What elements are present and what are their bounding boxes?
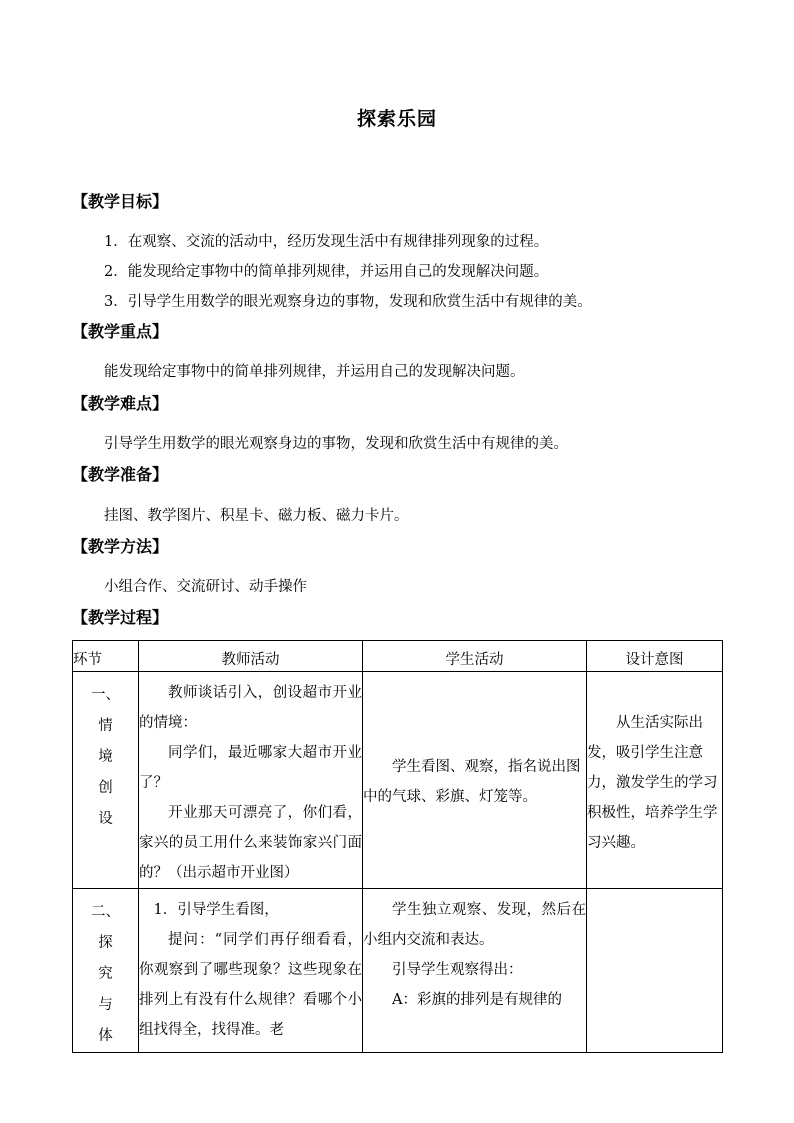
- preparation-text: 挂图、教学图片、积星卡、磁力板、磁力卡片。: [104, 508, 409, 524]
- student-line: 引导学生观察得出：: [392, 962, 523, 978]
- goals-heading: 【教学目标】: [72, 192, 169, 211]
- stage-char: 探: [98, 935, 113, 951]
- stage-char: 究: [98, 966, 113, 982]
- key-points-heading: 【教学重点】: [72, 322, 169, 341]
- table-row: [73, 672, 723, 889]
- header-stage: 环节: [73, 641, 139, 672]
- goal-item-1: 1．在观察、交流的活动中，经历发现生活中有规律排列现象的过程。: [104, 234, 549, 250]
- stage-char: 一、: [91, 687, 120, 703]
- student-activity-cell: [363, 672, 587, 889]
- goal-item-3: 3．引导学生用数学的眼光观察身边的事物，发现和欣赏生活中有规律的美。: [104, 294, 592, 310]
- header-teacher-activity: 教师活动: [139, 641, 363, 672]
- design-text: 从生活实际出发，吸引学生注意力，激发学生的学习积极性，培养学生学习兴趣。: [587, 715, 718, 851]
- teacher-line: 教师谈话引入，创设超市开业的情境：: [139, 685, 362, 731]
- methods-text: 小组合作、交流研讨、动手操作: [104, 579, 307, 595]
- stage-char: 与: [98, 997, 113, 1013]
- stage-char: 境: [98, 749, 113, 765]
- key-points-text: 能发现给定事物中的简单排列规律，并运用自己的发现解决问题。: [104, 364, 525, 380]
- teacher-line: 开业那天可漂亮了，你们看，家兴的员工用什么来装饰家兴门面的？（出示超市开业图）: [139, 805, 362, 881]
- student-line: 学生独立观察、发现，然后在小组内交流和表达。: [363, 902, 586, 948]
- preparation-heading: 【教学准备】: [72, 465, 169, 484]
- document-title: 探索乐园: [356, 108, 437, 130]
- header-student-activity: 学生活动: [363, 641, 587, 672]
- teacher-line: 1．引导学生看图，: [153, 902, 279, 918]
- stage-char: 设: [98, 811, 113, 827]
- student-activity-cell: [363, 889, 587, 1053]
- teacher-activity-cell: [139, 672, 363, 889]
- difficulties-heading: 【教学难点】: [72, 394, 169, 413]
- difficulties-text: 引导学生用数学的眼光观察身边的事物，发现和欣赏生活中有规律的美。: [104, 436, 568, 452]
- stage-char: 情: [98, 718, 113, 734]
- stage-char: 创: [98, 780, 113, 796]
- teacher-activity-cell: [139, 889, 363, 1053]
- table-header-row: [73, 641, 723, 672]
- methods-heading: 【教学方法】: [72, 537, 169, 556]
- stage-cell: [73, 672, 139, 889]
- teacher-line: 同学们，最近哪家大超市开业了？: [139, 745, 362, 791]
- teacher-line: 提问：“同学们再仔细看看，你观察到了哪些现象？这些现象在排列上有没有什么规律？看哪个小组找得全，找得准。老: [139, 932, 362, 1038]
- process-heading: 【教学过程】: [72, 608, 169, 627]
- design-intent-cell: [587, 889, 723, 1053]
- stage-char: 体: [98, 1028, 113, 1044]
- student-line: A：彩旗的排列是有规律的: [392, 992, 562, 1008]
- student-line: 学生看图、观察，指名说出图中的气球、彩旗、灯笼等。: [363, 759, 581, 805]
- goal-item-2: 2．能发现给定事物中的简单排列规律，并运用自己的发现解决问题。: [104, 264, 549, 280]
- stage-cell: [73, 889, 139, 1053]
- teaching-process-table: [72, 640, 723, 1053]
- header-design-intent: 设计意图: [587, 641, 723, 672]
- table-row: [73, 889, 723, 1053]
- stage-char: 二、: [91, 904, 120, 920]
- design-intent-cell: [587, 672, 723, 889]
